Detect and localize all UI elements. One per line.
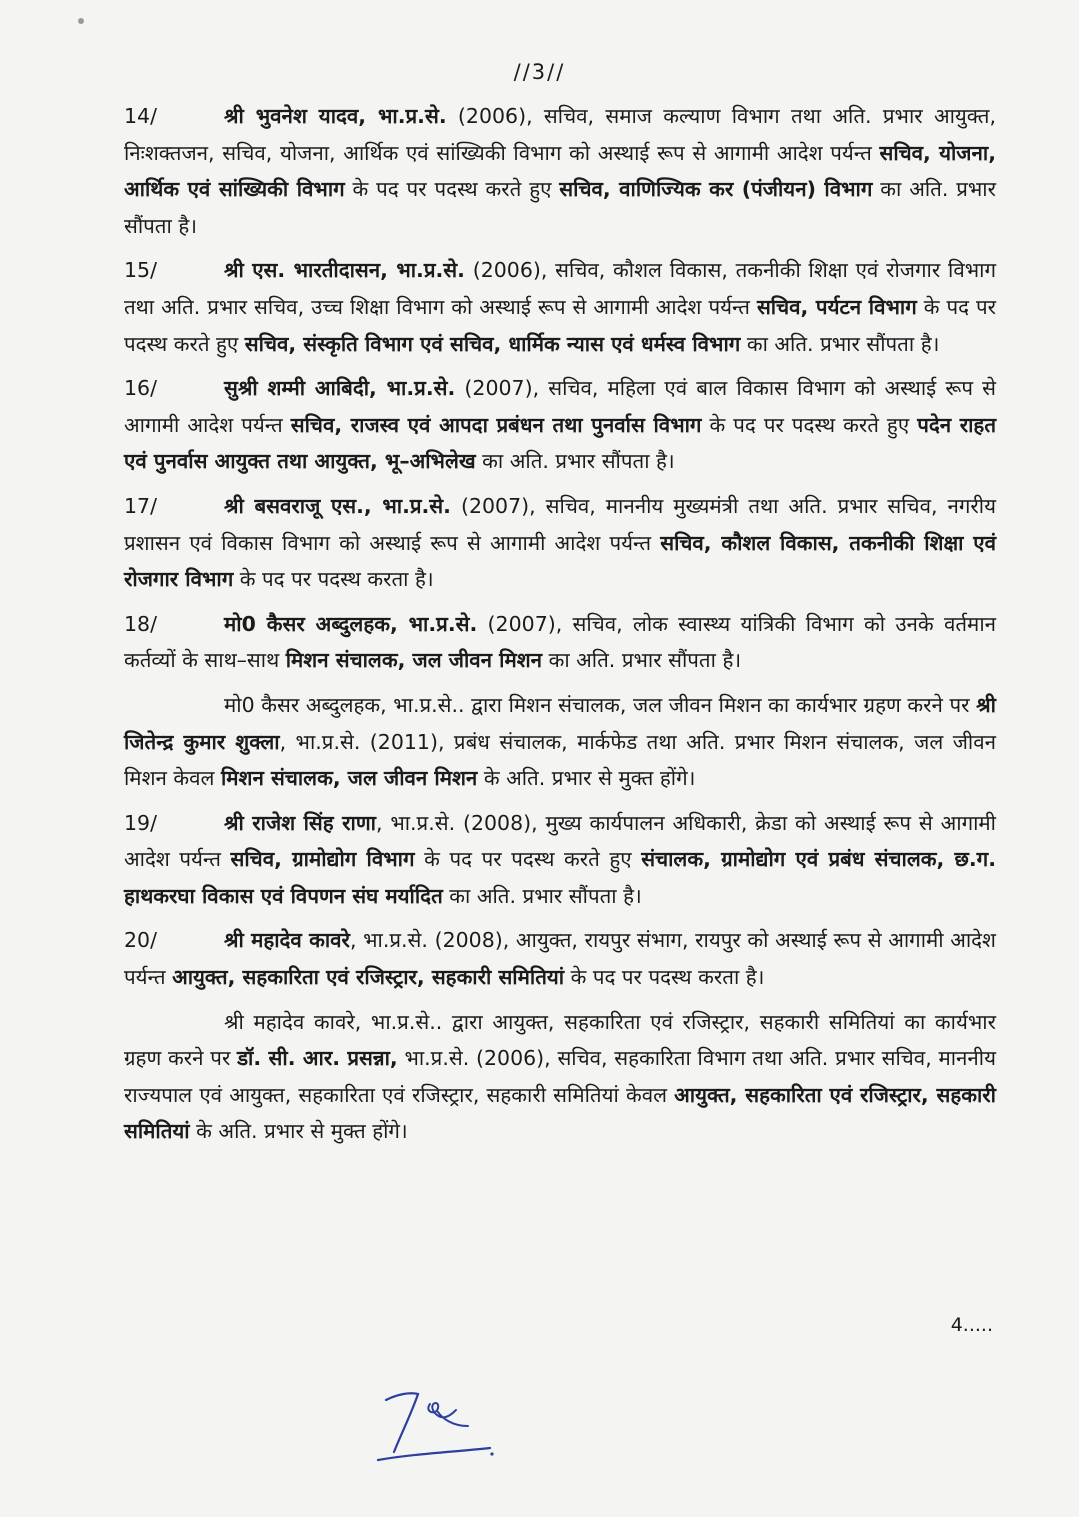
body-text: के पद पर पदस्थ करते हुए xyxy=(414,847,642,872)
bold-text: मिशन संचालक, जल जीवन मिशन xyxy=(285,648,543,673)
bold-text: श्री जितेन्द्र कुमार शुक्ला xyxy=(124,692,996,754)
body-text: मो0 कैसर अब्दुलहक, भा.प्र.से.. द्वारा मिशन संचालक, जल जीवन मिशन का कार्यभार ग्रहण करने पर xyxy=(224,692,977,717)
bold-text: श्री बसवराजू एस., भा.प्र.से. xyxy=(224,493,451,518)
item-number: 14/ xyxy=(124,104,157,128)
body-text: के पद पर पदस्थ करते हुए xyxy=(124,294,996,356)
bold-text: मिशन संचालक, जल जीवन मिशन xyxy=(220,766,478,791)
order-note xyxy=(124,687,996,797)
bold-text: सचिव, वाणिज्यिक कर (पंजीयन) विभाग xyxy=(559,177,873,202)
body-text: का अति. प्रभार सौंपता है। xyxy=(542,648,742,673)
order-item xyxy=(124,922,996,995)
body-text: के अति. प्रभार से मुक्त होंगे। xyxy=(477,766,696,791)
body-text: , भा.प्र.से. (2008), आयुक्त, रायपुर संभाग, रायपुर को अस्थाई रूप से आगामी आदेश पर्यन्त xyxy=(124,928,996,990)
body-text: (2007), सचिव, लोक स्वास्थ्य यांत्रिकी विभाग को उनके वर्तमान कर्तव्यों के साथ–साथ xyxy=(124,611,997,673)
continued-marker: 4..... xyxy=(950,1314,993,1336)
body-text: भा.प्र.से. (2006), सचिव, सहकारिता विभाग तथा अति. प्रभार सचिव, माननीय राज्यपाल एवं आयुक्त, सहकारिता एवं रजिस्ट्रार, सहकारी समितियां केवल xyxy=(124,1046,996,1107)
body-text: के पद पर पदस्थ करते हुए xyxy=(344,177,560,202)
handwritten-signature xyxy=(372,1382,512,1474)
order-item xyxy=(124,252,996,362)
body-text: श्री महादेव कावरे, भा.प्र.से.. द्वारा आयुक्त, सहकारिता एवं रजिस्ट्रार, सहकारी समितियां का कार्यभार ग्रहण करने पर xyxy=(124,1009,996,1071)
body-text: का अति. प्रभार सौंपता है। xyxy=(475,449,675,474)
bold-text: संचालक, ग्रामोद्योग एवं प्रबंध संचालक, छ.ग. हाथकरघा विकास एवं विपणन संघ मर्यादित xyxy=(124,847,996,908)
bold-text: श्री राजेश सिंह राणा xyxy=(224,810,376,835)
item-number: 16/ xyxy=(124,376,157,401)
bold-text: सचिव, संस्कृति विभाग एवं सचिव, धार्मिक न्यास एवं धर्मस्व विभाग xyxy=(244,331,741,356)
bold-text: सचिव, कौशल विकास, तकनीकी शिक्षा एवं रोजगार विभाग xyxy=(124,530,997,592)
item-number: 15/ xyxy=(124,258,157,283)
bold-text: श्री महादेव कावरे xyxy=(224,928,350,953)
body-text: (2007), सचिव, महिला एवं बाल विकास विभाग को अस्थाई रूप से आगामी आदेश पर्यन्त xyxy=(124,376,996,437)
order-item xyxy=(124,488,996,598)
body-text: का अति. प्रभार सौंपता है। xyxy=(442,883,642,908)
page-number: //3// xyxy=(513,60,566,84)
bold-text: पदेन राहत एवं पुनर्वास आयुक्त तथा आयुक्त, भू–अभिलेख xyxy=(124,412,997,474)
paper-mark xyxy=(78,18,84,24)
bold-text: सुश्री शम्मी आबिदी, भा.प्र.से. xyxy=(224,376,456,401)
bold-text: श्री एस. भारतीदासन, भा.प्र.से. xyxy=(224,258,465,283)
bold-text: मो0 कैसर अब्दुलहक, भा.प्र.से. xyxy=(224,611,478,636)
bold-text: सचिव, योजना, आर्थिक एवं सांख्यिकी विभाग xyxy=(124,140,996,202)
bold-text: डॉ. सी. आर. प्रसन्ना, xyxy=(237,1046,398,1071)
order-item xyxy=(124,98,996,244)
bold-text: सचिव, पर्यटन विभाग xyxy=(756,294,917,319)
body-text: (2006), सचिव, कौशल विकास, तकनीकी शिक्षा एवं रोजगार विभाग तथा अति. प्रभार सचिव, उच्च शिक्षा विभाग को अस्थाई रूप से आगामी आदेश पर्यन्त xyxy=(124,258,996,319)
body-text: का अति. प्रभार सौंपता है। xyxy=(740,331,940,356)
bold-text: सचिव, राजस्व एवं आपदा प्रबंधन तथा पुनर्वास विभाग xyxy=(290,412,702,437)
bold-text: आयुक्त, सहकारिता एवं रजिस्ट्रार, सहकारी समितियां xyxy=(124,1082,996,1144)
item-number: 19/ xyxy=(124,810,157,835)
body-text: (2006), सचिव, समाज कल्याण विभाग तथा अति. प्रभार आयुक्त, निःशक्तजन, सचिव, योजना, आर्थिक एवं सांख्यिकी विभाग को अस्थाई रूप से आगामी आदेश पर्यन्त xyxy=(124,104,996,165)
item-number: 18/ xyxy=(124,611,157,636)
body-text: के अति. प्रभार से मुक्त होंगे। xyxy=(189,1119,408,1144)
body-text: , भा.प्र.से. (2008), मुख्य कार्यपालन अधिकारी, क्रेडा को अस्थाई रूप से आगामी आदेश पर्यन्त xyxy=(124,810,996,872)
body-text: , भा.प्र.से. (2011), प्रबंध संचालक, मार्कफेड तथा अति. प्रभार मिशन संचालक, जल जीवन मिशन केवल xyxy=(124,729,996,791)
order-note xyxy=(124,1004,996,1150)
order-item xyxy=(124,370,996,480)
body-text: के पद पर पदस्थ करता है। xyxy=(233,567,434,592)
body-text: के पद पर पदस्थ करते हुए xyxy=(701,412,918,437)
bold-text: श्री भुवनेश यादव, भा.प्र.से. xyxy=(224,104,447,128)
order-item xyxy=(124,805,996,915)
body-text: (2007), सचिव, माननीय मुख्यमंत्री तथा अति. प्रभार सचिव, नगरीय प्रशासन एवं विकास विभाग को अस्थाई रूप से आगामी आदेश पर्यन्त xyxy=(124,493,996,555)
body-text: के पद पर पदस्थ करता है। xyxy=(564,965,765,990)
item-number: 20/ xyxy=(124,928,157,953)
bold-text: सचिव, ग्रामोद्योग विभाग xyxy=(230,847,415,872)
order-body xyxy=(124,98,996,1150)
body-text: का अति. प्रभार सौंपता है। xyxy=(124,177,997,238)
item-number: 17/ xyxy=(124,493,157,518)
order-item xyxy=(124,606,996,679)
bold-text: आयुक्त, सहकारिता एवं रजिस्ट्रार, सहकारी समितियां xyxy=(172,965,565,990)
